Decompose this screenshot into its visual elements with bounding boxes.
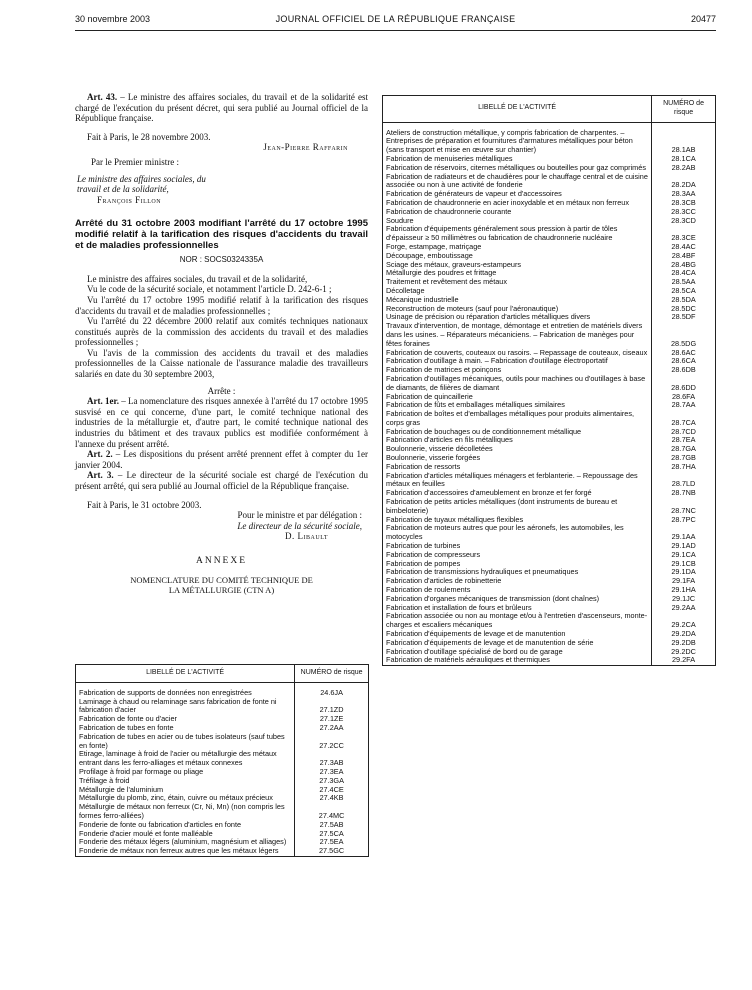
- activity-label: Fabrication d'accessoires d'ameublement en bronze et fer forgé: [383, 489, 652, 498]
- by-pm-line: Par le Premier ministre :: [91, 156, 179, 167]
- risk-code: 27.1ZE: [295, 715, 369, 724]
- risk-code: 28.1AB: [652, 122, 716, 155]
- risk-code: 28.7NB: [652, 489, 716, 498]
- activity-label: Fabrication de turbines: [383, 542, 652, 551]
- activity-label: Soudure: [383, 217, 652, 226]
- table-row: [383, 173, 716, 191]
- activity-label: Fabrication de pompes: [383, 560, 652, 569]
- risk-code: 27.5AB: [295, 821, 369, 830]
- table-row: [383, 472, 716, 490]
- table-row: [383, 208, 716, 217]
- risk-code: 27.4CE: [295, 786, 369, 795]
- risk-code: 29.2AA: [652, 604, 716, 613]
- activity-label: Fabrication de supports de données non enregistrées: [76, 682, 295, 697]
- risk-code: 27.5GC: [295, 847, 369, 856]
- activity-label: Fabrication et installation de fours et brûleurs: [383, 604, 652, 613]
- activity-label: Fonderie des métaux légers (aluminium, magnésium et alliages): [76, 838, 295, 847]
- risk-code: 28.7GA: [652, 445, 716, 454]
- activity-label: Etirage, laminage à froid de l'acier ou métallurgie des métaux entrant dans les ferro-alliages et métaux connexes: [76, 750, 295, 768]
- annexe-title: ANNEXE: [195, 555, 248, 566]
- risk-code: 29.1DA: [652, 568, 716, 577]
- annexe-subtitle: NOMENCLATURE DU COMITÉ TECHNIQUE DE LA MÉTALLURGIE (CTN A): [130, 574, 313, 595]
- table-row: [383, 498, 716, 516]
- activity-label: Sciage des métaux, graveurs-estampeurs: [383, 261, 652, 270]
- article-43: Art. 43. – Le ministre des affaires sociales, du travail et de la solidarité est chargé de l'exécution du présent décret, qui sera publié au Journal officiel de la République française.: [75, 92, 368, 124]
- risk-code: 28.1CA: [652, 155, 716, 164]
- article-3: Art. 3. – Le directeur de la sécurité sociale est chargé de l'exécution du présent arrêté, qui sera publié au Journal officiel de la République française.: [75, 470, 368, 491]
- arrete-para: Vu le code de la sécurité sociale, et notamment l'article D. 242-6-1 ;: [87, 284, 332, 295]
- risk-code: 29.2DA: [652, 630, 716, 639]
- delegation-line: Pour le ministre et par délégation :: [237, 510, 362, 521]
- risk-code: 27.5EA: [295, 838, 369, 847]
- activity-label: Fabrication de matériels aérauliques et thermiques: [383, 656, 652, 665]
- activity-label: Fabrication de radiateurs et de chaudières pour le chauffage central et de cuisine associée ou non à une activité de fonderie: [383, 173, 652, 191]
- activity-label: Fabrication de couverts, couteaux ou rasoirs. – Repassage de couteaux, ciseaux: [383, 349, 652, 358]
- risk-code: 28.7CD: [652, 428, 716, 437]
- arrete-para: Vu l'avis de la commission des accidents du travail et des maladies professionnelles de la Caisse nationale de l'assurance maladie des travailleurs salariés en date du 30 septembre 2003,: [75, 347, 368, 380]
- activity-label: Métallurgie de métaux non ferreux (Cr, Ni, Mn) (non compris les formes ferro-alliées): [76, 803, 295, 821]
- activity-label: Fabrication de moteurs autres que pour les aéronefs, les automobiles, les motocycles: [383, 524, 652, 542]
- risk-code: 29.1AA: [652, 524, 716, 542]
- activity-label: Fabrication d'outillage à main. – Fabrication d'outillage électroportatif: [383, 357, 652, 366]
- activity-label: Fabrication de menuiseries métalliques: [383, 155, 652, 164]
- activity-label: Fabrication d'articles métalliques ménagers et ferblanterie. – Repoussage des métaux en feuilles: [383, 472, 652, 490]
- activity-label: Métallurgie des poudres et frittage: [383, 269, 652, 278]
- table-row: [383, 122, 716, 155]
- activity-label: Forge, estampage, matriçage: [383, 243, 652, 252]
- right-header-activity: LIBELLÉ DE L'ACTIVITÉ: [383, 96, 652, 123]
- arrete-title: Arrêté du 31 octobre 2003 modifiant l'arrêté du 17 octobre 1995 modifié relatif à la tarification des risques d'accidents du travail et de maladies professionnelles: [75, 218, 368, 251]
- done-at-decree: Fait à Paris, le 28 novembre 2003.: [87, 131, 211, 142]
- activity-label: Fabrication d'outillages mécaniques, outils pour machines ou d'outillages à base de diamants, de filières de diamant: [383, 375, 652, 393]
- risk-code: 28.7LD: [652, 472, 716, 490]
- risk-code: 28.3CD: [652, 217, 716, 226]
- activity-label: Fabrication associée ou non au montage et/ou à l'entretien d'ascenseurs, monte-charges et escaliers mécaniques: [383, 612, 652, 630]
- risk-code: 29.1FA: [652, 577, 716, 586]
- risk-code: 28.2AB: [652, 164, 716, 173]
- risk-code: 28.3AA: [652, 190, 716, 199]
- nor-reference: NOR : SOCS0324335A: [179, 255, 264, 265]
- activity-label: Fabrication de fûts et emballages métalliques similaires: [383, 401, 652, 410]
- activity-label: Fabrication de tubes en acier ou de tubes isolateurs (sauf tubes en fonte): [76, 733, 295, 751]
- activity-label: Fabrication de petits articles métalliques (dont instruments de bureau et bimbeloterie): [383, 498, 652, 516]
- activity-label: Fabrication de réservoirs, citernes métalliques ou bouteilles pour gaz comprimés: [383, 164, 652, 173]
- risk-code: 28.3CE: [652, 225, 716, 243]
- activity-label: Fabrication de transmissions hydrauliques et pneumatiques: [383, 568, 652, 577]
- activity-label: Fabrication d'outillage spécialisé de bord ou de garage: [383, 648, 652, 657]
- risk-code: 29.1HA: [652, 586, 716, 595]
- activity-label: Fabrication de chaudronnerie courante: [383, 208, 652, 217]
- activity-label: Fabrication d'organes mécaniques de transmission (dont chaînes): [383, 595, 652, 604]
- header-date: 30 novembre 2003: [75, 14, 151, 24]
- table-row: [383, 375, 716, 393]
- table-row: [383, 410, 716, 428]
- activity-label: Fabrication d'équipements généralement sous pression à partir de tôles d'épaisseur ≥ 50 millimètres ou fabrication de chaudronnerie nucléaire: [383, 225, 652, 243]
- left-column: [75, 92, 368, 595]
- activity-label: Fabrication d'articles en fils métalliques: [383, 436, 652, 445]
- activity-label: Fonderie de fonte ou fabrication d'articles en fonte: [76, 821, 295, 830]
- risk-code: 28.5AA: [652, 278, 716, 287]
- activity-label: Fabrication de ressorts: [383, 463, 652, 472]
- header-rule: [75, 30, 716, 31]
- arrete-para: Le ministre des affaires sociales, du travail et de la solidarité,: [87, 273, 308, 284]
- table-row: [76, 803, 369, 821]
- activity-label: Fabrication de roulements: [383, 586, 652, 595]
- risk-code: 28.7CA: [652, 410, 716, 428]
- risk-code: 28.4BG: [652, 261, 716, 270]
- activity-label: Boulonnerie, visserie décolletées: [383, 445, 652, 454]
- left-header-activity: LIBELLÉ DE L'ACTIVITÉ: [76, 665, 295, 683]
- activity-label: Fabrication de quincaillerie: [383, 393, 652, 402]
- activity-label: Laminage à chaud ou relaminage sans fabrication de fonte ni fabrication d'acier: [76, 698, 295, 716]
- risk-code: 29.2FA: [652, 656, 716, 665]
- article-2: Art. 2. – Les dispositions du présent arrêté prennent effet à compter du 1er janvier 2004.: [75, 449, 368, 470]
- risk-code: 28.6DB: [652, 366, 716, 375]
- activity-label: Fabrication d'articles de robinetterie: [383, 577, 652, 586]
- risk-code: 28.6AC: [652, 349, 716, 358]
- activity-label: Fabrication de tubes en fonte: [76, 724, 295, 733]
- arrete-word: Arrête :: [207, 385, 236, 396]
- header-page-number: 20477: [690, 14, 716, 24]
- table-row: [76, 750, 369, 768]
- risk-code: 29.1JC: [652, 595, 716, 604]
- risk-code: 29.2DB: [652, 639, 716, 648]
- activity-label: Fabrication de générateurs de vapeur et d'accessoires: [383, 190, 652, 199]
- risk-code: 29.1AD: [652, 542, 716, 551]
- activity-label: Fabrication de fonte ou d'acier: [76, 715, 295, 724]
- risk-code: 28.7EA: [652, 436, 716, 445]
- left-header-number: NUMÉRO de risque: [295, 665, 369, 683]
- left-risk-table: [75, 664, 369, 857]
- risk-code: 28.2DA: [652, 173, 716, 191]
- risk-code: 27.4KB: [295, 794, 369, 803]
- risk-code: 27.5CA: [295, 830, 369, 839]
- activity-label: Fabrication de boîtes et d'emballages métalliques pour produits alimentaires, corps gras: [383, 410, 652, 428]
- activity-label: Fabrication de chaudronnerie en acier inoxydable et en métaux non ferreux: [383, 199, 652, 208]
- activity-label: Travaux d'intervention, de montage, démontage et entretien de matériels divers dans les usines. – Réparateurs mécaniciens. – Fabrication de manèges pour fêtes foraines: [383, 322, 652, 348]
- risk-code: 28.7HA: [652, 463, 716, 472]
- table-row: [383, 612, 716, 630]
- activity-label: Fonderie d'acier moulé et fonte malléable: [76, 830, 295, 839]
- right-header-number: NUMÉRO de risque: [652, 96, 716, 123]
- risk-code: 28.7NC: [652, 498, 716, 516]
- table-row: [76, 847, 369, 856]
- page-header: [75, 14, 716, 28]
- risk-code: 28.6FA: [652, 393, 716, 402]
- risk-code: 28.5DC: [652, 305, 716, 314]
- activity-label: Usinage de précision ou réparation d'articles métalliques divers: [383, 313, 652, 322]
- risk-code: 27.3AB: [295, 750, 369, 768]
- risk-code: 29.2CA: [652, 612, 716, 630]
- risk-code: 28.6CA: [652, 357, 716, 366]
- header-journal-title: JOURNAL OFFICIEL DE LA RÉPUBLIQUE FRANÇAISE: [275, 14, 516, 24]
- activity-label: Tréfilage à froid: [76, 777, 295, 786]
- table-row: [383, 225, 716, 243]
- risk-code: 28.5DF: [652, 313, 716, 322]
- risk-code: 28.7GB: [652, 454, 716, 463]
- risk-code: 28.5DG: [652, 322, 716, 348]
- table-row: [76, 698, 369, 716]
- director-title: Le directeur de la sécurité sociale,: [237, 520, 362, 531]
- arrete-para: Vu l'arrêté du 17 octobre 1995 modifié relatif à la tarification des risques d'accidents du travail et de maladies professionnelles ;: [75, 294, 368, 316]
- activity-label: Traitement et revêtement des métaux: [383, 278, 652, 287]
- activity-label: Ateliers de construction métallique, y compris fabrication de charpentes. – Entreprises de préparation et fournitures d'armatures métalliques pour béton (sans transport et mise en œuvre sur chantier): [383, 122, 652, 155]
- table-row: [76, 682, 369, 697]
- activity-label: Reconstruction de moteurs (sauf pour l'aéronautique): [383, 305, 652, 314]
- minister-signature: François Fillon: [97, 194, 162, 205]
- pm-signature: Jean-Pierre Raffarin: [263, 142, 348, 153]
- activity-label: Boulonnerie, visserie forgées: [383, 454, 652, 463]
- risk-code: 29.1CB: [652, 560, 716, 569]
- risk-code: 28.3CC: [652, 208, 716, 217]
- table-row: [383, 524, 716, 542]
- table-row: [383, 656, 716, 665]
- risk-code: 28.4CA: [652, 269, 716, 278]
- activity-label: Fonderie de métaux non ferreux autres que les métaux légers: [76, 847, 295, 856]
- risk-code: 28.5DA: [652, 296, 716, 305]
- activity-label: Fabrication d'équipements de levage et de manutention: [383, 630, 652, 639]
- risk-code: 28.4AC: [652, 243, 716, 252]
- activity-label: Profilage à froid par formage ou pliage: [76, 768, 295, 777]
- activity-label: Métallurgie du plomb, zinc, étain, cuivre ou métaux précieux: [76, 794, 295, 803]
- minister-title: Le ministre des affaires sociales, du travail et de la solidarité,: [77, 173, 206, 195]
- risk-code: 27.3GA: [295, 777, 369, 786]
- right-risk-table: [382, 95, 716, 666]
- activity-label: Fabrication de compresseurs: [383, 551, 652, 560]
- done-at-arrete: Fait à Paris, le 31 octobre 2003.: [87, 499, 202, 510]
- risk-code: 29.1CA: [652, 551, 716, 560]
- director-signature: D. Libault: [285, 531, 328, 542]
- table-row: [383, 278, 716, 287]
- risk-code: 28.7PC: [652, 516, 716, 525]
- risk-code: 28.3CB: [652, 199, 716, 208]
- risk-code: 27.3EA: [295, 768, 369, 777]
- risk-code: 28.6DD: [652, 375, 716, 393]
- risk-code: 27.2CC: [295, 733, 369, 751]
- activity-label: Mécanique industrielle: [383, 296, 652, 305]
- activity-label: Fabrication de bouchages ou de conditionnement métallique: [383, 428, 652, 437]
- activity-label: Découpage, emboutissage: [383, 252, 652, 261]
- table-row: [76, 733, 369, 751]
- arrete-para: Vu l'arrêté du 22 décembre 2000 relatif aux comités techniques nationaux constitués auprès de la commission des accidents du travail et des maladies professionnelles ;: [75, 316, 368, 348]
- activity-label: Fabrication d'équipements de levage et de manutention de série: [383, 639, 652, 648]
- risk-code: 27.4MC: [295, 803, 369, 821]
- risk-code: 28.5CA: [652, 287, 716, 296]
- risk-code: 28.4BF: [652, 252, 716, 261]
- article-1: Art. 1er. – La nomenclature des risques annexée à l'arrêté du 17 octobre 1995 susvisé en ce qui concerne, d'une part, le comité technique national des industries de la métallurgie et, d'autre part, le comité technique national des industries du bâtiment et des travaux publics est modifiée conformément à l'annexe du présent arrêté.: [75, 396, 368, 449]
- activity-label: Métallurgie de l'aluminium: [76, 786, 295, 795]
- left-table-body: [76, 682, 369, 856]
- risk-code: 27.2AA: [295, 724, 369, 733]
- activity-label: Fabrication de matrices et poinçons: [383, 366, 652, 375]
- right-table-body: [383, 122, 716, 666]
- activity-label: Fabrication de tuyaux métalliques flexibles: [383, 516, 652, 525]
- risk-code: 29.2DC: [652, 648, 716, 657]
- risk-code: 27.1ZD: [295, 698, 369, 716]
- risk-code: 24.6JA: [295, 682, 369, 697]
- risk-code: 28.7AA: [652, 401, 716, 410]
- table-row: [383, 322, 716, 348]
- activity-label: Décolletage: [383, 287, 652, 296]
